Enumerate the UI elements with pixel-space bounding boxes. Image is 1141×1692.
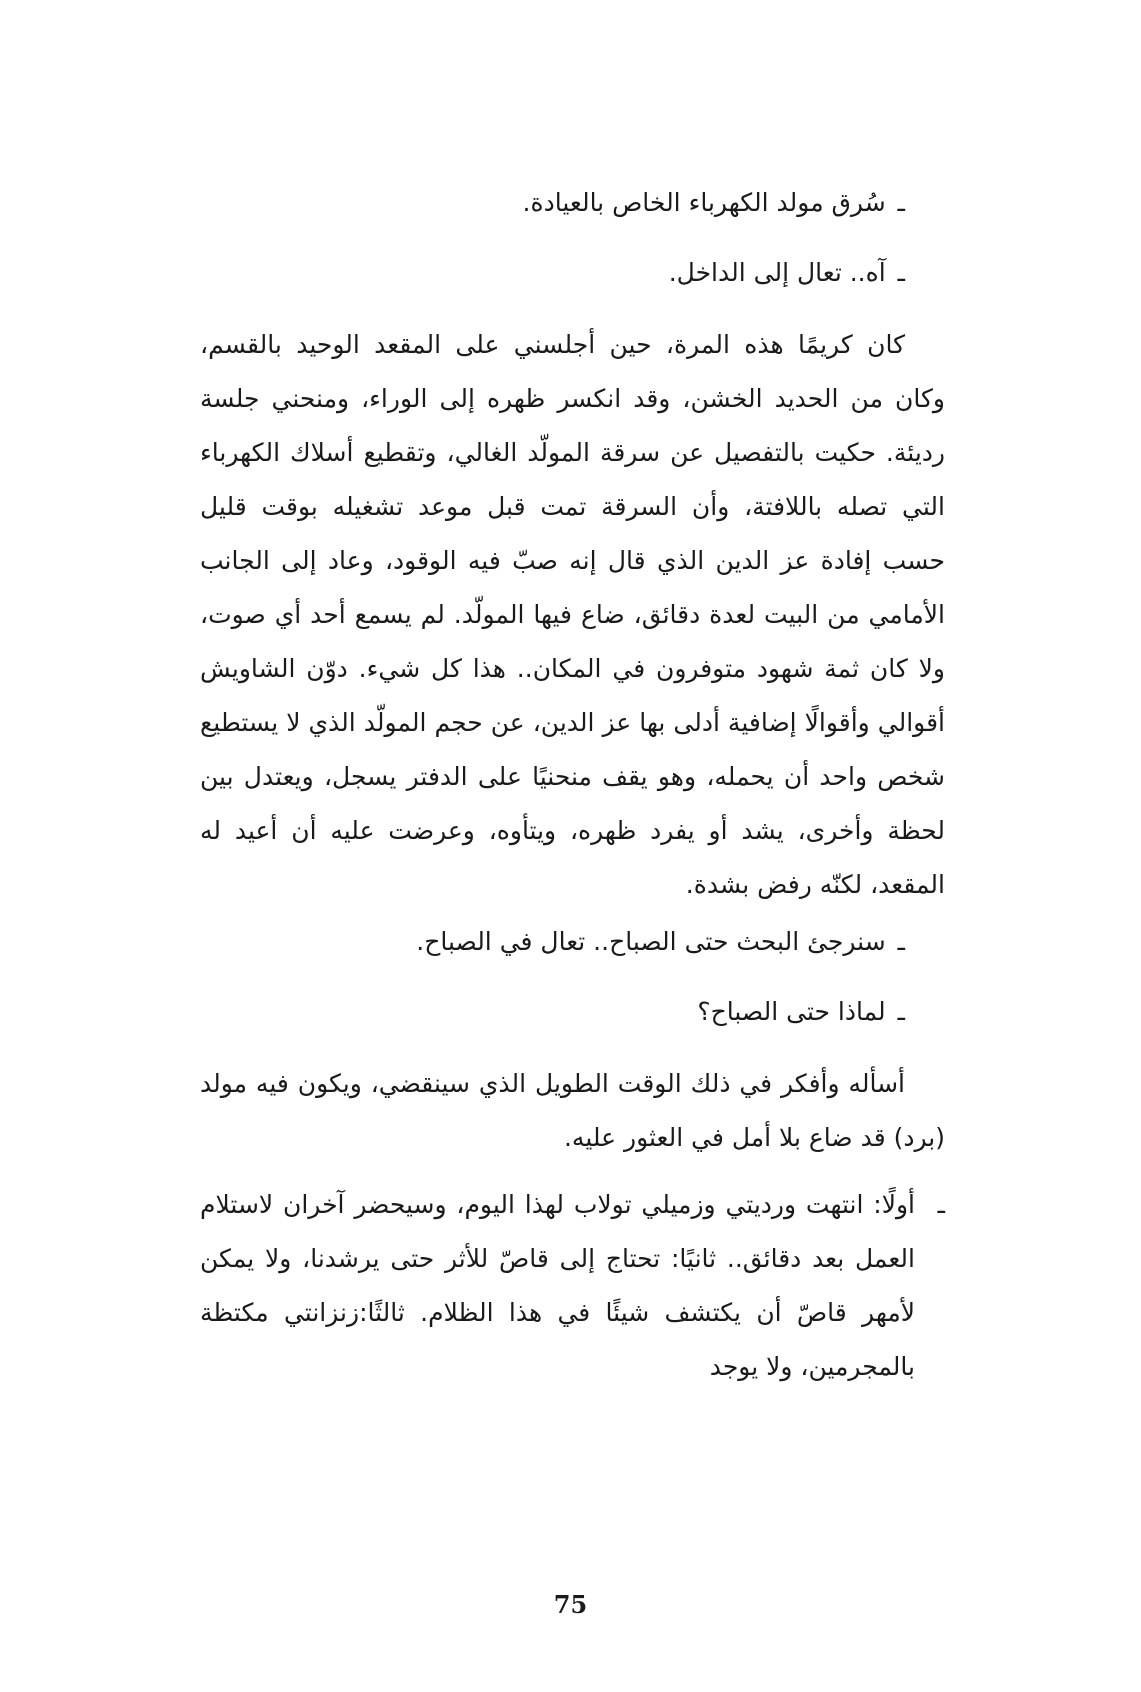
paragraph-1: كان كريمًا هذه المرة، حين أجلسني على المقعد الوحيد بالقسم، وكان من الحديد الخشن، وقد انكسر ظهره إلى الوراء، ومنحني جلسة رديئة. حكيت بالتفصيل عن سرقة المولّد الغالي، وتقطيع أسلاك الكهرباء التي تصله باللافتة، وأن السرقة تمت قبل موعد تشغيله بوقت قليل حسب إفادة عز الدين الذي قال إنه صبّ فيه الوقود، وعاد إلى الجانب الأمامي من البيت لعدة دقائق، ضاع فيها المولّد. لم يسمع أحد أي صوت، ولا كان ثمة شهود متوفرون في المكان.. هذا كل شيء. دوّن الشاويش أقوالي وأقوالًا إضافية أدلى بها عز الدين، عن حجم المولّد الذي لا يستطيع شخص واحد أن يحمله، وهو يقف منحنيًا على الدفتر يسجل، ويعتدل بين لحظة وأخرى، يشد أو يفرد ظهره، ويتأوه، وعرضت عليه أن أعيد له المقعد، لكنّه رفض بشدة. [200,330,945,899]
paragraph-2: أسأله وأفكر في ذلك الوقت الطويل الذي سينقضي، ويكون فيه مولد (برد) قد ضاع بلا أمل في العثور عليه. [200,1069,945,1152]
dialogue-text: سُرق مولد الكهرباء الخاص بالعيادة. [522,188,886,217]
dialogue-line-3 [200,915,945,969]
dialogue-text: آه.. تعال إلى الداخل. [668,258,886,287]
dialogue-line-5 [200,1178,945,1394]
page-number: 75 [553,1590,588,1619]
dialogue-text: سنرجئ البحث حتى الصباح.. تعال في الصباح. [416,927,886,956]
dialogue-dash: ـ [937,1190,945,1219]
dialogue-dash: ـ [897,997,905,1026]
dialogue-text: لماذا حتى الصباح؟ [697,997,886,1026]
dialogue-dash: ـ [897,188,905,217]
dialogue-dash: ـ [897,927,905,956]
dialogue-text: أولًا: انتهت ورديتي وزميلي تولاب لهذا اليوم، وسيحضر آخران لاستلام العمل بعد دقائق.. ثانيًا: تحتاج إلى قاصّ للأثر حتى يرشدنا، ولا يمكن لأمهر قاصّ أن يكتشف شيئًا في هذا الظلام. ثالثًا:زنزانتي مكتظة بالمجرمين، ولا يوجد [200,1190,915,1381]
dialogue-line-1 [200,176,945,230]
dialogue-dash: ـ [897,258,905,287]
dialogue-line-2 [200,246,945,300]
dialogue-line-4 [200,985,945,1039]
